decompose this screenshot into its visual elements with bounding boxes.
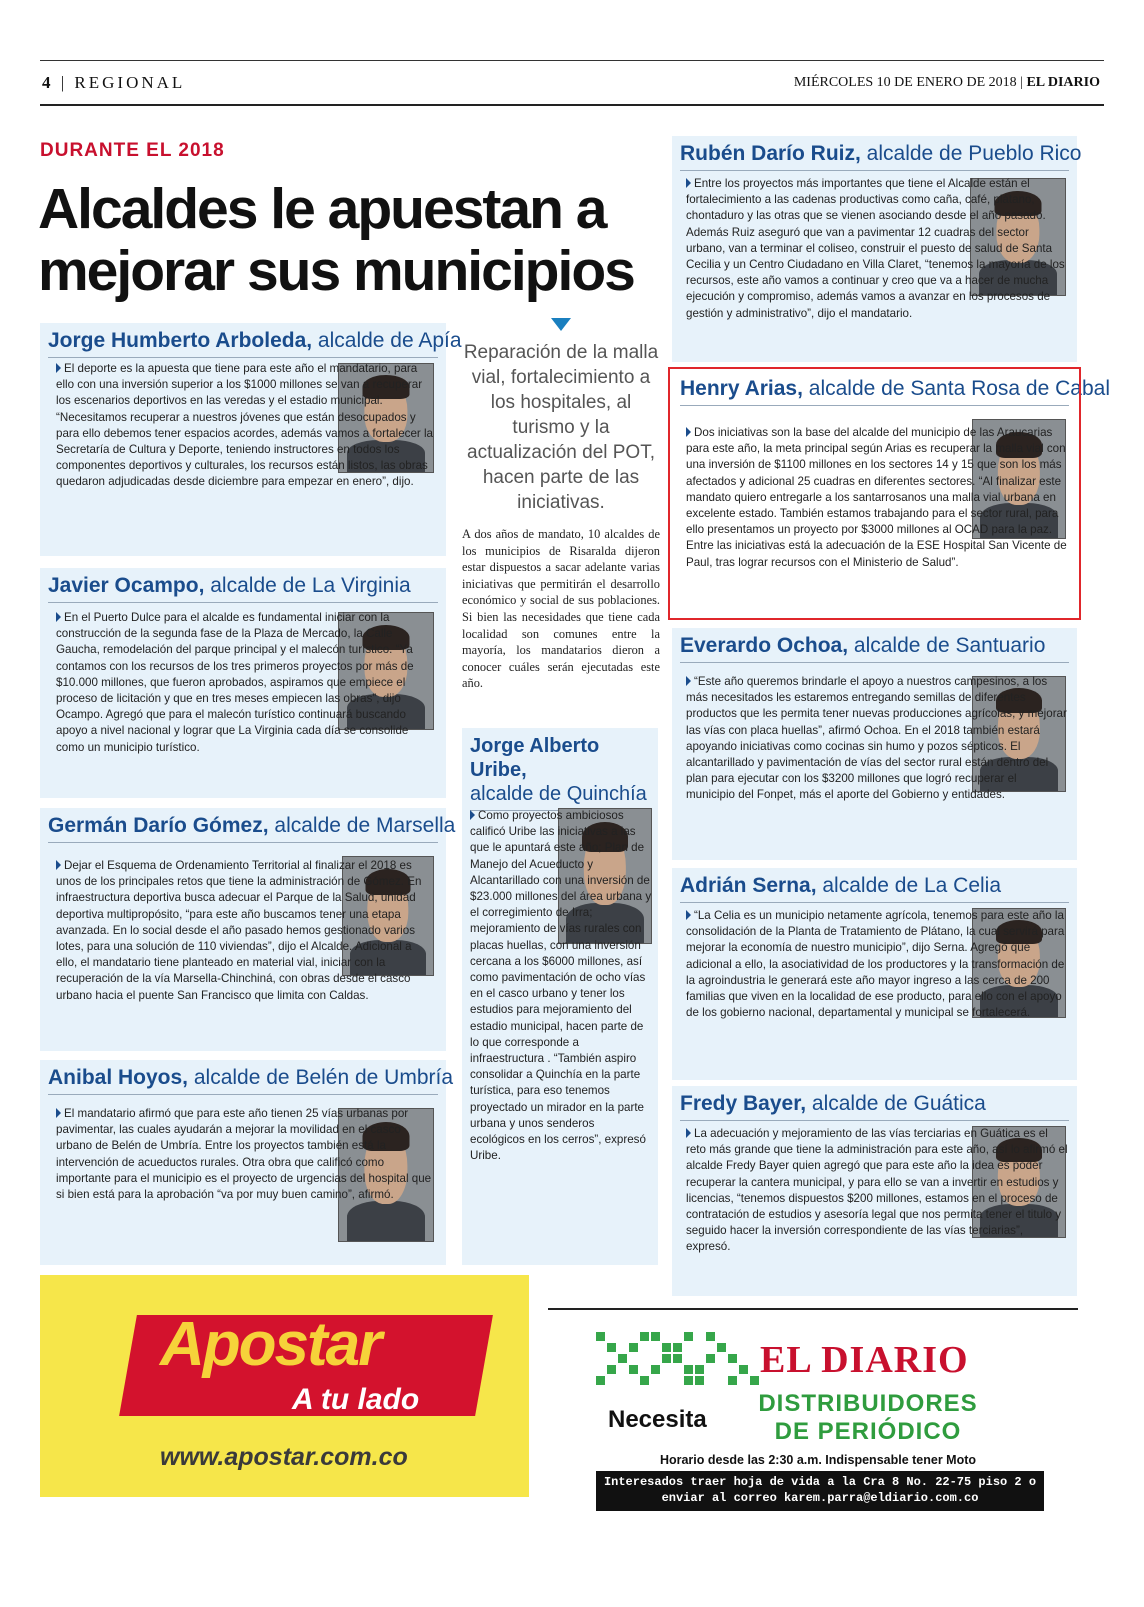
box-title xyxy=(48,1066,454,1095)
mayor-name: Adrián Serna, xyxy=(680,874,817,897)
green-pixel xyxy=(640,1376,649,1385)
bullet-icon xyxy=(56,860,61,870)
mayor-box-belen-de-umbria xyxy=(40,1060,454,1265)
mayor-name: Jorge Humberto Arboleda, xyxy=(48,329,313,352)
green-pixel xyxy=(706,1332,715,1341)
green-pixel xyxy=(717,1343,726,1352)
mayor-name: Henry Arias, xyxy=(680,377,803,400)
green-pixel xyxy=(728,1376,737,1385)
horario-text: Horario desde las 2:30 a.m. Indispensable tener Moto xyxy=(659,1453,977,1467)
apostar-ad[interactable] xyxy=(40,1275,529,1497)
article-deck: Reparación de la malla vial, fortalecimiento a los hospitales, al turismo y la actualización del POT, hacen parte de las iniciativas. xyxy=(463,342,659,513)
green-pixel xyxy=(618,1354,627,1363)
green-pixel xyxy=(750,1376,759,1385)
box-body-text: Entre los proyectos más importantes que tiene el Alcalde están el fortalecimiento a las cadenas productivas como caña, café, plátano, chontaduro y las otras que se vienen asociando desde el año pasado. Además Ruiz aseguró que van a pavimentar 12 cuadras del sector urbano, van a terminar el coliseo, construir el puesto de salud de Santa Cecilia y un Centro Ciudadano en Villa Claret, “tenemos la mayoría de los recursos, este año vamos a continuar y creo que va a hacer de mucha ejecución y compromiso, además vamos a avanzar en los procesos de gestión y administrativo”, dijo el mandatario. xyxy=(686,177,1065,320)
bullet-icon xyxy=(56,363,61,373)
bullet-icon xyxy=(470,810,475,820)
bullet-icon xyxy=(56,612,61,622)
masthead-brand: EL DIARIO xyxy=(1026,75,1100,90)
green-pixel xyxy=(673,1343,682,1352)
distribuidores-label: DISTRIBUIDORES DE PERIÓDICO xyxy=(758,1390,978,1445)
box-title xyxy=(680,634,1069,663)
article-headline: Alcaldes le apuestan a mejorar sus municipios xyxy=(38,177,634,303)
section-label: 4 | REGIONAL xyxy=(42,73,186,92)
box-body-text: El mandatario afirmó que para este año tienen 25 vías urbanas por pavimentar, las cuales ayudarán a mejorar la movilidad en el casco urbano de Belén de Umbría. Entre los proyectos también está la intervención de acueductos rurales. Otra obra que calificó como importante para el municipio es el proyecto de urgencias del hospital que si bien está para la aprobación “va por muy buen camino”, afirmó. xyxy=(56,1107,432,1202)
mayor-role: alcalde de La Celia xyxy=(816,874,1002,897)
mayor-name: Javier Ocampo, xyxy=(48,574,205,597)
box-text xyxy=(686,674,1068,804)
dateline: MIÉRCOLES 10 DE ENERO DE 2018 | EL DIARIO xyxy=(793,75,1100,90)
green-pixel xyxy=(684,1332,693,1341)
box-title xyxy=(680,1092,1069,1121)
box-body-text: Dejar el Esquema de Ordenamiento Territorial al finalizar el 2018 es unos de los principales retos que tiene la administración de Gómez. En infraestructura deportiva busca adecuar el Parque de la Salud, unidad deportiva multipropósito, “para este año buscamos tener una etapa avanzada. En lo social desde el año pasado hemos gestionado varios lotes, para una solución de 110 viviendas”, dijo el Alcalde. Adicional a ello, el mandatario tiene planteado en material vial, iniciar con la recuperación de la vía Marsella-Chinchiná, con obras desde el casco urbano hacia el puente San Francisco que limita con Caldas. xyxy=(56,859,422,1002)
bullet-icon xyxy=(686,1128,691,1138)
box-text xyxy=(56,1106,434,1203)
article-lead: A dos años de mandato, 10 alcaldes de los municipios de Risaralda dijeron estar dispuestos a sacar adelante varias iniciativas que permitirán el desarrollo económico y social de sus poblaciones. Si bien las necesidades que tiene cada localidad son comunes entre la mayoría, los mandatarios dieron a conocer cuáles serán ejecutadas este año. xyxy=(462,527,660,691)
mayor-role: alcalde de Santuario xyxy=(848,634,1046,657)
mayor-role: alcalde de La Virginia xyxy=(204,574,411,597)
mayor-role: alcalde de Marsella xyxy=(268,814,456,837)
green-pixel xyxy=(640,1332,649,1341)
mayor-box-santuario xyxy=(672,628,1077,860)
triangle-down-icon xyxy=(551,318,571,331)
green-pixel xyxy=(596,1376,605,1385)
mayor-role: alcalde de Pueblo Rico xyxy=(860,142,1082,165)
box-body-text: “La Celia es un municipio netamente agrícola, tenemos para este año la consolidación de la Planta de Tratamiento de Plátano, la cual servirá para mejorar la economía de nuestro municipio”, dijo Serna. Agregó que adicional a ello, la asociatividad de los productores y la transformación de la agroindustria le generará este año mayor ingreso a las cerca de 200 familias que viven en la localidad de ese producto, para ello con el apoyo de los gobierno nacional, departamental y municipal se fortalecerá. xyxy=(686,909,1065,1020)
mayor-box-quinchia xyxy=(462,728,658,1265)
issue-date: MIÉRCOLES 10 DE ENERO DE 2018 xyxy=(793,75,1017,90)
box-text xyxy=(686,1126,1068,1256)
green-pixel xyxy=(695,1365,704,1374)
box-text xyxy=(686,908,1068,1021)
green-pixel xyxy=(706,1354,715,1363)
eldiario-ad xyxy=(548,1308,1078,1505)
necesita-label: Necesita xyxy=(608,1406,707,1433)
mayor-name: Jorge Alberto Uribe, xyxy=(470,735,600,781)
mayor-box-la-celia xyxy=(672,868,1077,1080)
bullet-icon xyxy=(686,676,691,686)
mayor-box-guatica xyxy=(672,1086,1077,1296)
box-text xyxy=(470,808,652,1164)
box-title xyxy=(680,874,1069,903)
mayor-name: Everardo Ochoa, xyxy=(680,634,849,657)
bullet-icon xyxy=(56,1108,61,1118)
green-pixel xyxy=(739,1365,748,1374)
section-name: REGIONAL xyxy=(74,73,186,92)
box-body-text: El deporte es la apuesta que tiene para este año el mandatario, para ello con una inversión superior a los $1000 millones se van a recuperar los escenarios deportivos en las veredas y el estadio municipal. “Necesitamos recuperar a nuestros jóvenes que están desocupados y para ello debemos tener espacios acordes, además vamos a fortalecer la Secretaría de Cultura y Deporte, teniendo instructores en todos los componentes deportivos y culturales, los recursos están listos, las obras quedaron adjudicadas desde diciembre para empezar en enero”, dijo. xyxy=(56,362,434,489)
box-body-text: En el Puerto Dulce para el alcalde es fundamental iniciar con la construcción de la segunda fase de la Plaza de Mercado, la Calle Gaucha, remodelación del parque principal y el malecón turístico. “Ya contamos con los recursos de los tres primeros proyectos por más de $10.000 millones, que fueron aprobados, aspiramos que empiece el proceso de licitación y que en tres meses empiecen las obras”, dijo Ocampo. Agregó que para el malecón turístico continuará buscando apoyo a nivel nacional y lograr que La Virginia cada día se consolide como un municipio turístico. xyxy=(56,611,414,754)
bullet-icon xyxy=(686,178,691,188)
box-title xyxy=(470,734,650,811)
green-pixel xyxy=(651,1332,660,1341)
bullet-icon xyxy=(686,910,691,920)
box-title xyxy=(48,814,456,843)
green-pixel xyxy=(684,1376,693,1385)
box-text xyxy=(56,858,434,1004)
box-text xyxy=(56,361,434,491)
box-text xyxy=(686,176,1066,322)
green-pixel xyxy=(651,1365,660,1374)
box-text xyxy=(56,610,434,756)
green-pixel xyxy=(607,1365,616,1374)
apostar-brand: Apostar xyxy=(160,1310,381,1379)
green-pixel-graphic xyxy=(596,1332,766,1392)
highlight-frame xyxy=(668,367,1081,620)
apostar-url[interactable]: www.apostar.com.co xyxy=(160,1443,408,1471)
article-kicker: DURANTE EL 2018 xyxy=(40,140,225,161)
mayor-role: alcalde de Guática xyxy=(806,1092,986,1115)
interesados-text: Interesados traer hoja de vida a la Cra 8 No. 22-75 piso 2 o enviar al correo karem.parra@eldiario.com.co xyxy=(596,1471,1044,1511)
green-pixel xyxy=(629,1365,638,1374)
green-pixel xyxy=(662,1354,671,1363)
page-header xyxy=(40,60,1104,106)
mayor-box-marsella xyxy=(40,808,456,1051)
green-pixel xyxy=(629,1343,638,1352)
mayor-box-la-virginia xyxy=(40,568,446,798)
mayor-name: Rubén Darío Ruiz, xyxy=(680,142,861,165)
green-pixel xyxy=(596,1332,605,1341)
mayor-role: alcalde de Quinchía xyxy=(470,783,647,805)
mayor-role: alcalde de Belén de Umbría xyxy=(188,1066,454,1089)
green-pixel xyxy=(684,1365,693,1374)
eldiario-logo: EL DIARIO xyxy=(760,1339,969,1381)
box-title xyxy=(48,329,462,358)
box-body-text: Dos iniciativas son la base del alcalde del municipio de las Araucarias para este año, la meta principal según Arias es recuperar la malla vial con una inversión de $1100 millones en los sectores 14 y 15 que son los más afectados y adicional 25 cuadras en diferentes sectores. “Al finalizar este mandato quiero entregarle a los santarrosanos una malla vial urbana en excelente estado. También estamos trabajando para el sector rural, para ello presentamos un proyecto por $3000 millones al OCAD para la paz. Entre las iniciativas está la adecuación de la ESE Hospital San Vicente de Paul, tras lograr recursos con el Ministerio de Salud”. xyxy=(686,426,1067,569)
mayor-name: Fredy Bayer, xyxy=(680,1092,807,1115)
apostar-tagline: A tu lado xyxy=(292,1383,420,1416)
box-body-text: Como proyectos ambiciosos calificó Uribe las iniciativas a las que le apuntará este año; Plan de Manejo del Acueducto y Alcantarillado con una inversión de $23.000 millones del área urbana y el corregimiento de Irra; mejoramiento de vías rurales con placas huellas, con una inversión cercana a los $6000 millones, así como pavimentación de ocho vías en el casco urbano y tener los estudios para mejoramiento del estadio municipal, hacen parte de lo que corresponde a infraestructura . “También aspiro consolidar a Quinchía en la parte turística, para eso tenemos proyectado un mirador en la parte urbana y unos senderos ecológicos en los cerros”, expresó Uribe. xyxy=(470,809,652,1163)
green-pixel xyxy=(607,1343,616,1352)
page-number: 4 xyxy=(42,73,54,92)
green-pixel xyxy=(695,1376,704,1385)
box-title xyxy=(680,142,1082,171)
mayor-role: alcalde de Apía xyxy=(312,329,462,352)
mayor-box-apia xyxy=(40,323,462,556)
mayor-box-pueblo-rico xyxy=(672,136,1082,362)
box-body-text: La adecuación y mejoramiento de las vías terciarias en Guática es el reto más grande que tiene la administración para este año, así lo afirmó el alcalde Fredy Bayer quien agregó que para este año la idea es poder recuperar la cantera municipal, y para ello se van a invertir en estudios y licencias, “tenemos dispuestos $200 millones, estamos en el proceso de contratación de estudios y asesoría legal que nos permita tener el titulo y seguido hacer la inversión correspondiente de las vías terciarias”, expresó. xyxy=(686,1127,1068,1254)
box-body-text: “Este año queremos brindarle el apoyo a nuestros campesinos, a los más necesitados les estaremos entregando semillas de diferentes productos que les permita tener nuevas producciones agrícolas, y mejorar las vías con placa huellas”, afirmó Ochoa. En el 2018 también estará apoyando iniciativas como cocinas sin humo y pozos sépticos. El alcantarillado y pavimentación de vías del sector rural están dentro del plan para ejecutar con los $3200 millones que logró recuperar el municipio del Fonpet, más el aporte del Gobierno y entidades. xyxy=(686,675,1067,802)
mayor-name: Anibal Hoyos, xyxy=(48,1066,189,1089)
mayor-name: Germán Darío Gómez, xyxy=(48,814,269,837)
green-pixel xyxy=(728,1354,737,1363)
green-pixel xyxy=(673,1354,682,1363)
mayor-role: alcalde de Santa Rosa de Cabal xyxy=(802,377,1110,400)
box-title xyxy=(48,574,438,603)
green-pixel xyxy=(662,1343,671,1352)
